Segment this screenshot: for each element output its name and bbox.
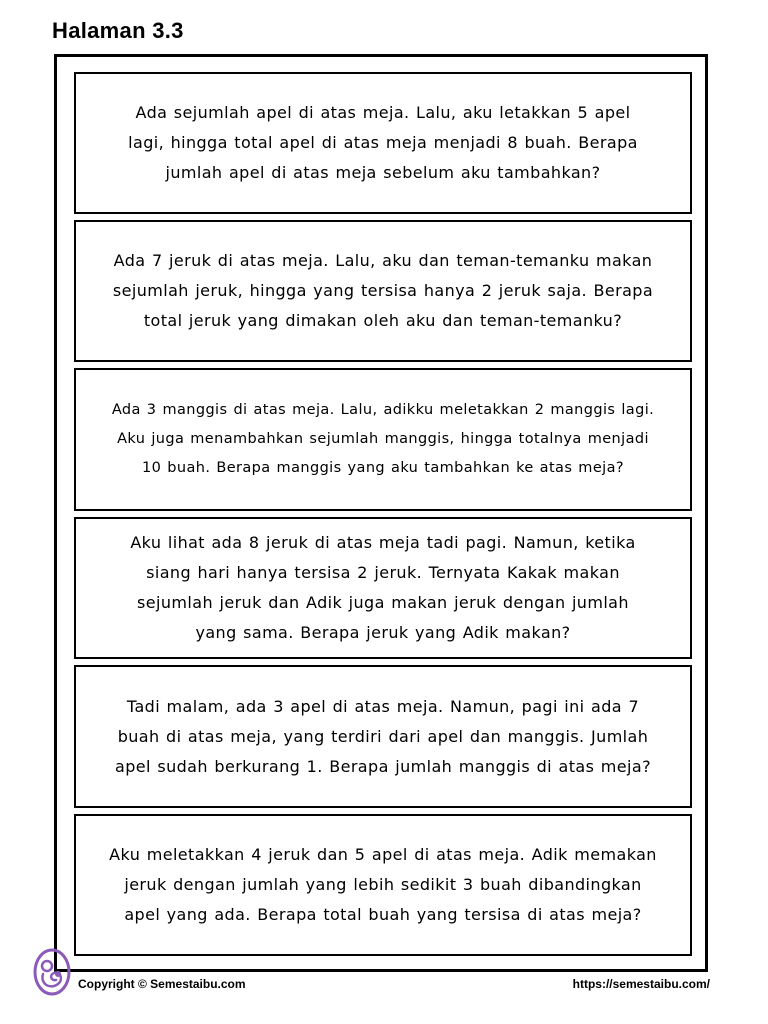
problem-4-line-4: yang sama. Berapa jeruk yang Adik makan? <box>195 623 571 642</box>
problem-3-line-3: 10 buah. Berapa manggis yang aku tambahkan ke atas meja? <box>142 460 624 476</box>
problem-1-line-3: jumlah apel di atas meja sebelum aku tambahkan? <box>165 163 601 182</box>
problem-4-line-2: siang hari hanya tersisa 2 jeruk. Ternyata Kakak makan <box>146 563 620 582</box>
problem-5-line-1: Tadi malam, ada 3 apel di atas meja. Namun, pagi ini ada 7 <box>126 696 640 716</box>
problem-5-line-2: buah di atas meja, yang terdiri dari apel dan manggis. Jumlah <box>117 726 649 746</box>
problem-text-6 <box>95 840 671 930</box>
problem-6-line-2: jeruk dengan jumlah yang lebih sedikit 3 buah dibandingkan <box>124 875 642 894</box>
problem-box-4 <box>74 517 692 659</box>
problem-text-3 <box>98 396 668 483</box>
problem-text-2 <box>99 246 667 336</box>
problem-4-line-1: Aku lihat ada 8 jeruk di atas meja tadi pagi. Namun, ketika <box>130 533 636 552</box>
problem-box-1 <box>74 72 692 214</box>
site-url-link[interactable]: https://semestaibu.com/ <box>572 977 710 991</box>
problem-3-line-2: Aku juga menambahkan sejumlah manggis, hingga totalnya menjadi <box>117 431 649 447</box>
problem-box-5 <box>74 665 692 808</box>
problem-text-1 <box>114 98 652 188</box>
semestaibu-logo-icon <box>32 944 72 996</box>
problem-text-5 <box>101 692 665 782</box>
problem-3-line-1: Ada 3 manggis di atas meja. Lalu, adikku meletakkan 2 manggis lagi. <box>111 402 655 418</box>
problem-4-line-3: sejumlah jeruk dan Adik juga makan jeruk dengan jumlah <box>137 593 629 612</box>
problem-box-2 <box>74 220 692 362</box>
problem-6-line-3: apel yang ada. Berapa total buah yang tersisa di atas meja? <box>124 905 642 924</box>
problem-text-4 <box>116 528 649 648</box>
problem-box-6 <box>74 814 692 956</box>
problem-box-3 <box>74 368 692 511</box>
problem-5-line-3: apel sudah berkurang 1. Berapa jumlah manggis di atas meja? <box>115 756 651 776</box>
problem-2-line-2: sejumlah jeruk, hingga yang tersisa hanya 2 jeruk saja. Berapa <box>112 281 654 300</box>
copyright-text: Copyright © Semestaibu.com <box>78 977 246 991</box>
problem-1-line-1: Ada sejumlah apel di atas meja. Lalu, aku letakkan 5 apel <box>135 103 631 122</box>
problem-1-line-2: lagi, hingga total apel di atas meja menjadi 8 buah. Berapa <box>128 133 638 152</box>
problem-2-line-3: total jeruk yang dimakan oleh aku dan teman-temanku? <box>143 311 623 330</box>
problem-2-line-1: Ada 7 jeruk di atas meja. Lalu, aku dan teman-temanku makan <box>113 251 653 270</box>
page-title: Halaman 3.3 <box>52 18 184 43</box>
problem-6-line-1: Aku meletakkan 4 jeruk dan 5 apel di atas meja. Adik memakan <box>109 845 657 864</box>
